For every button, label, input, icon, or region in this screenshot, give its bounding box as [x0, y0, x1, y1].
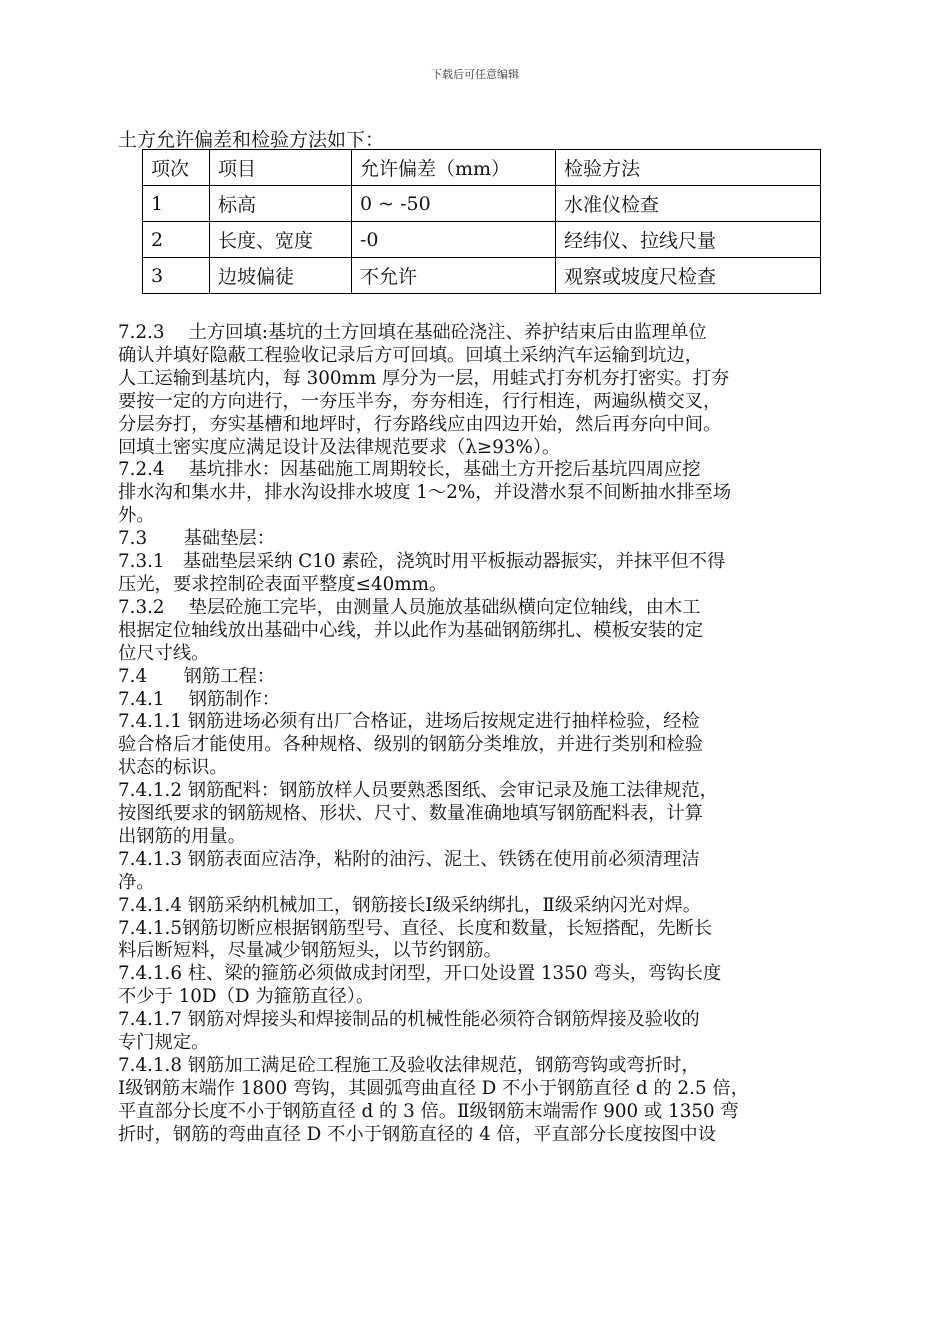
- table-row: [143, 222, 821, 258]
- tolerance-table: [142, 149, 821, 294]
- cell-method: 观察或坡度尺检查: [556, 258, 821, 294]
- table-row: [143, 186, 821, 222]
- text-line: 专门规定。: [118, 1032, 210, 1054]
- text-line: 验合格后才能使用。各种规格、级别的钢筋分类堆放，并进行类别和检验: [118, 734, 703, 756]
- cell-item: 边坡偏徒: [210, 258, 352, 294]
- text-line: 人工运输到基坑内，每 300mm 厚分为一层，用蛙式打夯机夯打密实。打夯: [118, 367, 730, 389]
- text-line: 位尺寸线。: [118, 642, 210, 664]
- text-line: 外。: [118, 505, 155, 527]
- text-line: 7.4.1.3 钢筋表面应洁净，粘附的油污、泥土、铁锈在使用前必须清理洁: [118, 848, 700, 870]
- text-line: 状态的标识。: [118, 757, 228, 779]
- text-line: 7.4.1.8 钢筋加工满足砼工程施工及验收法律规范，钢筋弯钩或弯折时，: [118, 1055, 700, 1076]
- table-row: [143, 258, 821, 294]
- text-line: 回填土密实度应满足设计及法律规范要求（λ≥93%）。: [118, 436, 561, 458]
- text-line: 7.4.1.5钢筋切断应根据钢筋型号、直径、长度和数量，长短搭配，先断长: [118, 917, 713, 939]
- text-line: 7.4.1.4 钢筋采纳机械加工，钢筋接长Ⅰ级采纳绑扎，Ⅱ级采纳闪光对焊。: [118, 894, 702, 916]
- header-cell-item: 项目: [210, 150, 352, 186]
- cell-index: 3: [143, 258, 210, 294]
- text-line: 7.3.2 垫层砼施工完毕，由测量人员施放基础纵横向定位轴线，由木工: [118, 596, 701, 618]
- text-line: 不少于 10D（D 为箍筋直径）。: [118, 986, 375, 1008]
- text-line: 7.4.1.6 柱、梁的箍筋必须做成封闭型，开口处设置 1350 弯头，弯钩长度: [118, 963, 722, 985]
- text-line: 出钢筋的用量。: [118, 825, 246, 847]
- text-line: 压光，要求控制砼表面平整度≤40mm。: [118, 573, 448, 595]
- text-line: 分层夯打，夯实基槽和地坪时，行夯路线应由四边开始，然后再夯向中间。: [118, 413, 722, 435]
- text-line: 平直部分长度不小于钢筋直径 d 的 3 倍。Ⅱ级钢筋末端需作 900 或 1350 弯: [118, 1100, 739, 1122]
- text-line: 7.4.1 钢筋制作：: [118, 688, 281, 710]
- header-cell-tolerance: 允许偏差（mm）: [352, 150, 556, 186]
- text-line: 7.4 钢筋工程：: [118, 665, 276, 687]
- text-line: 7.3 基础垫层：: [118, 528, 276, 550]
- cell-tolerance: 0 ~ -50: [352, 186, 556, 222]
- text-line: 按图纸要求的钢筋规格、形状、尺寸、数量准确地填写钢筋配料表，计算: [118, 803, 703, 825]
- text-line: 排水沟和集水井，排水沟设排水坡度 1～2%，并设潜水泵不间断抽水排至场: [118, 482, 732, 504]
- cell-item: 标高: [210, 186, 352, 222]
- text-line: 确认并填好隐蔽工程验收记录后方可回填。回填土采纳汽车运输到坑边，: [118, 344, 703, 366]
- text-line: 7.2.3 土方回填:基坑的土方回填在基础砼浇注、养护结束后由监理单位: [118, 322, 707, 343]
- text-line: 料后断短料，尽量减少钢筋短头，以节约钢筋。: [118, 940, 502, 962]
- cell-tolerance: 不允许: [352, 258, 556, 294]
- table-intro: 土方允许偏差和检验方法如下：: [118, 129, 385, 151]
- text-line: 7.2.4 基坑排水：因基础施工周期较长，基础土方开挖后基坑四周应挖: [118, 459, 701, 481]
- text-line: 折时，钢筋的弯曲直径 D 不小于钢筋直径的 4 倍，平直部分长度按图中设: [118, 1123, 716, 1145]
- page-header: 下载后可任意编辑: [431, 68, 519, 81]
- text-line: 7.4.1.2 钢筋配料：钢筋放样人员要熟悉图纸、会审记录及施工法律规范，: [118, 780, 718, 802]
- text-line: 7.4.1.7 钢筋对焊接头和焊接制品的机械性能必须符合钢筋焊接及验收的: [118, 1009, 700, 1031]
- text-line: 7.3.1 基础垫层采纳 C10 素砼，浇筑时用平板振动器振实，并抹平但不得: [118, 551, 726, 573]
- cell-item: 长度、宽度: [210, 222, 352, 258]
- cell-method: 水准仪检查: [556, 186, 821, 222]
- cell-index: 1: [143, 186, 210, 222]
- text-line: 根据定位轴线放出基础中心线，并以此作为基础钢筋绑扎、模板安装的定: [118, 619, 703, 641]
- text-line: 7.4.1.1 钢筋进场必须有出厂合格证，进场后按规定进行抽样检验，经检: [118, 711, 700, 733]
- cell-index: 2: [143, 222, 210, 258]
- table-header-row: [143, 150, 821, 186]
- cell-method: 经纬仪、拉线尺量: [556, 222, 821, 258]
- header-cell-method: 检验方法: [556, 150, 821, 186]
- header-cell-index: 项次: [143, 150, 210, 186]
- text-line: Ⅰ级钢筋末端作 1800 弯钩，其圆弧弯曲直径 D 不小于钢筋直径 d 的 2.5 倍，: [118, 1077, 749, 1099]
- body-text: [118, 322, 858, 1147]
- text-line: 净。: [118, 871, 155, 893]
- cell-tolerance: -0: [352, 222, 556, 258]
- text-line: 要按一定的方向进行，一夯压半夯，夯夯相连，行行相连，两遍纵横交叉，: [118, 390, 722, 412]
